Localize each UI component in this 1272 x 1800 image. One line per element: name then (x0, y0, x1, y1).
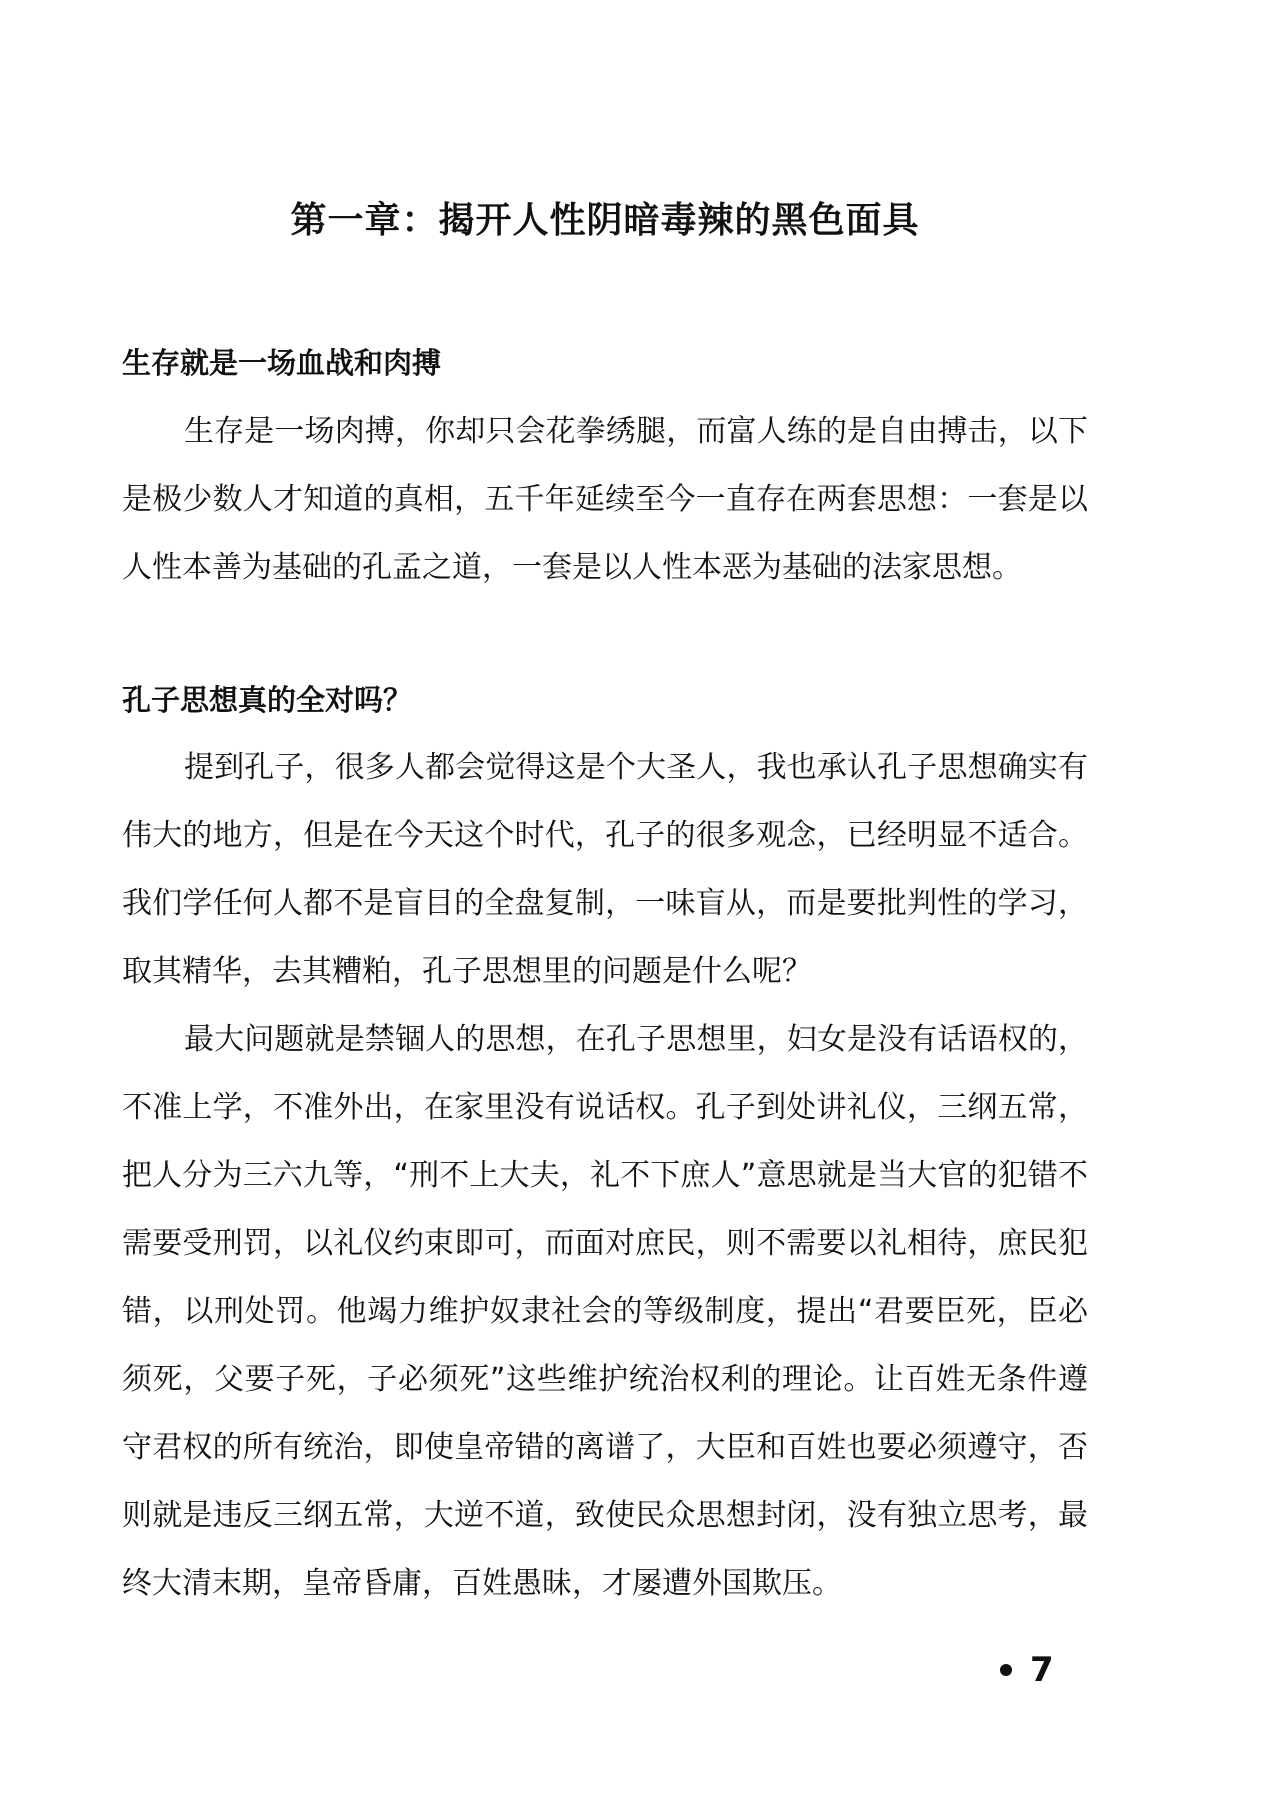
chapter-title: 第一章：揭开人性阴暗毒辣的黑色面具 (290, 200, 920, 241)
paragraph-confucius-intro: 提到孔子，很多人都会觉得这是个大圣人，我也承认孔子思想确实有伟大的地方，但是在今天这个时代，孔子的很多观念，已经明显不适合。我们学任何人都不是盲目的全盘复制，一味盲从，而是要批判性的学习，取其精华，去其糟粕，孔子思想里的问题是什么呢？ (122, 750, 1088, 989)
section-heading-survival: 生存就是一场血战和肉搏 (122, 346, 442, 380)
paragraph-confucius-problem: 最大问题就是禁锢人的思想，在孔子思想里，妇女是没有话语权的，不准上学，不准外出，在家里没有说话权。孔子到处讲礼仪，三纲五常，把人分为三六九等，“刑不上大夫，礼不下庶人”意思就是当大官的犯错不需要受刑罚，以礼仪约束即可，而面对庶民，则不需要以礼相待，庶民犯错，以刑处罚。他竭力维护奴隶社会的等级制度，提出“君要臣死，臣必须死，父要子死，子必须死”这些维护统治权利的理论。让百姓无条件遵守君权的所有统治，即使皇帝错的离谱了，大臣和百姓也要必须遵守，否则就是违反三纲五常，大逆不道，致使民众思想封闭，没有独立思考，最终大清末期，皇帝昏庸，百姓愚昧，才屡遭外国欺压。 (122, 1022, 1088, 1601)
bullet-dot-icon (1000, 1664, 1012, 1676)
paragraph-survival: 生存是一场肉搏，你却只会花拳绣腿，而富人练的是自由搏击，以下是极少数人才知道的真相，五千年延续至今一直存在两套思想：一套是以人性本善为基础的孔孟之道，一套是以人性本恶为基础的法家思想。 (122, 414, 1088, 585)
section-heading-confucius: 孔子思想真的全对吗？ (122, 683, 413, 717)
page-number: 7 (1030, 1650, 1054, 1690)
page-footer (1000, 1648, 1054, 1692)
